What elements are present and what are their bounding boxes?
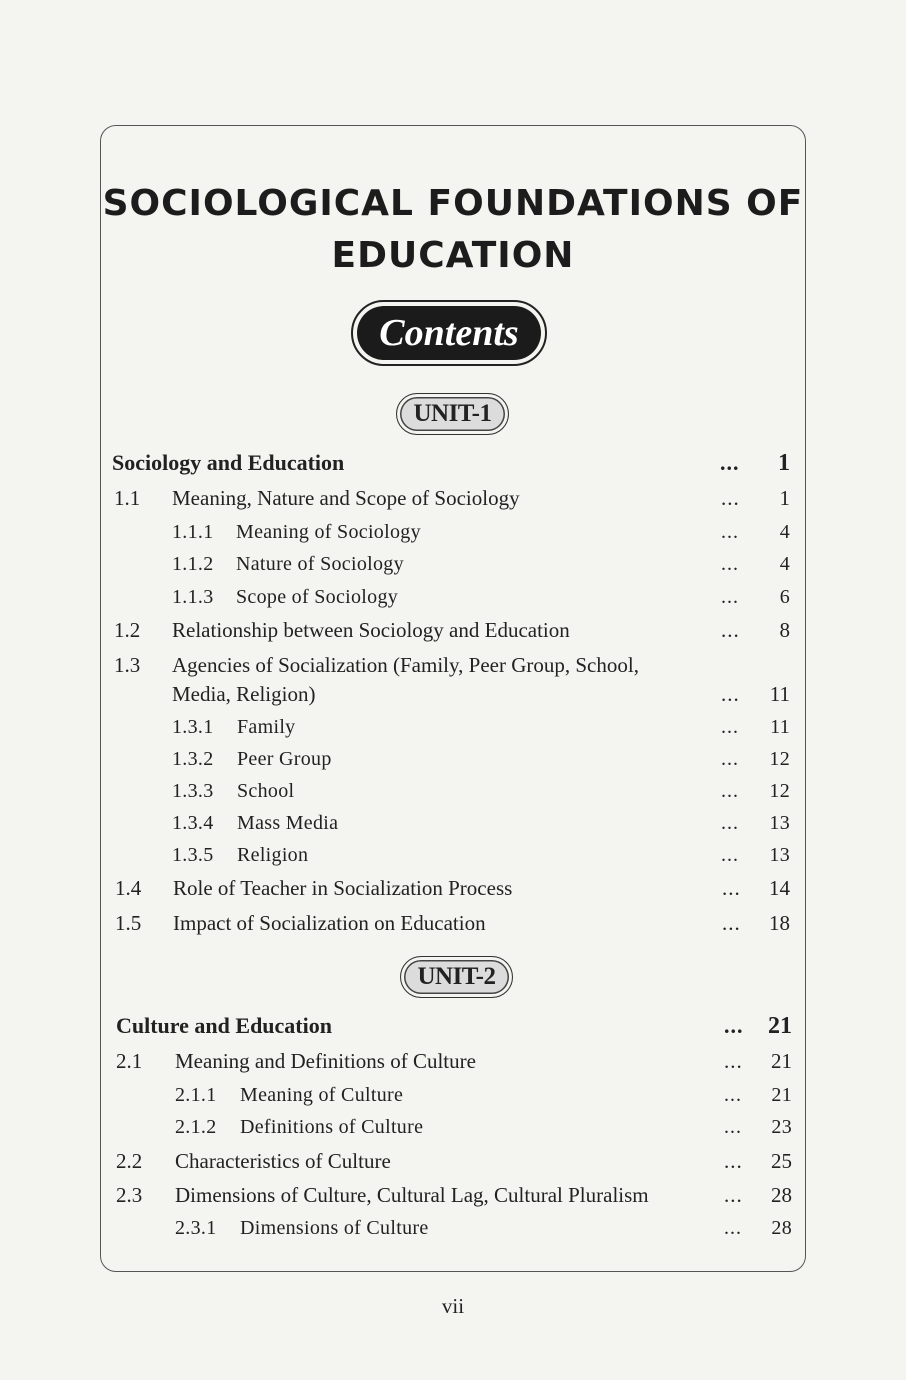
toc-dots: ...: [721, 716, 739, 738]
toc-number: 1.1.3: [172, 586, 214, 608]
toc-page: 23: [771, 1116, 792, 1138]
toc-page: 21: [771, 1084, 792, 1106]
book-title: [100, 178, 806, 282]
toc-title: Dimensions of Culture, Cultural Lag, Cultural Pluralism: [175, 1183, 649, 1207]
toc-page: 13: [769, 844, 790, 866]
toc-dots: ...: [721, 780, 739, 802]
toc-page: 25: [771, 1149, 792, 1173]
toc-row[interactable]: [0, 650, 906, 680]
toc-row[interactable]: [0, 840, 906, 870]
toc-title: Religion: [237, 844, 309, 866]
toc-row[interactable]: [0, 582, 906, 612]
toc-page: 4: [779, 521, 790, 543]
toc-row-continuation[interactable]: [0, 679, 906, 709]
contents-badge: [351, 300, 547, 366]
toc-page: 21: [771, 1049, 792, 1073]
page-number: vii: [441, 1294, 465, 1318]
toc-row[interactable]: [0, 483, 906, 513]
toc-number: 1.1: [114, 486, 141, 510]
toc-page: 4: [779, 553, 790, 575]
toc-page: 14: [769, 876, 790, 900]
toc-title: Meaning of Culture: [240, 1084, 404, 1106]
toc-row[interactable]: [0, 1180, 906, 1210]
unit-1-badge: UNIT-1: [396, 393, 509, 435]
toc-title: School: [237, 780, 295, 802]
toc-title: Dimensions of Culture: [240, 1217, 429, 1239]
toc-title: Characteristics of Culture: [175, 1149, 391, 1173]
toc-page: 21: [768, 1013, 792, 1039]
toc-dots: ...: [724, 1183, 743, 1207]
toc-page: 11: [769, 682, 790, 706]
toc-dots: ...: [721, 586, 739, 608]
toc-page: 1: [778, 450, 790, 476]
toc-title: Sociology and Education: [112, 450, 345, 475]
toc-dots: ...: [724, 1116, 742, 1138]
toc-title: Impact of Socialization on Education: [173, 911, 486, 935]
toc-page: 12: [769, 748, 790, 770]
toc-title: Family: [237, 716, 296, 738]
toc-number: 1.3.3: [172, 780, 214, 802]
toc-number: 2.3: [116, 1183, 143, 1207]
toc-page: 28: [771, 1183, 792, 1207]
toc-number: 2.1.1: [175, 1084, 217, 1106]
toc-row[interactable]: [0, 873, 906, 903]
toc-dots: ...: [722, 911, 741, 935]
toc-number: 2.2: [116, 1149, 143, 1173]
toc-number: 2.1: [116, 1049, 143, 1073]
toc-number: 1.3.1: [172, 716, 214, 738]
toc-number: 1.5: [115, 911, 142, 935]
toc-page: 28: [771, 1217, 792, 1239]
toc-page: 12: [769, 780, 790, 802]
toc-number: 1.1.1: [172, 521, 214, 543]
toc-number: 1.3.5: [172, 844, 214, 866]
toc-page: 13: [769, 812, 790, 834]
toc-title: Role of Teacher in Socialization Process: [173, 876, 513, 900]
toc-page: 1: [779, 486, 790, 510]
toc-dots: ...: [721, 553, 739, 575]
toc-row[interactable]: [0, 549, 906, 579]
toc-title: Meaning of Sociology: [236, 521, 421, 543]
toc-title: Media, Religion): [172, 682, 316, 706]
toc-dots: ...: [720, 450, 740, 475]
toc-row[interactable]: [0, 1112, 906, 1142]
toc-dots: ...: [721, 521, 739, 543]
toc-dots: ...: [724, 1217, 742, 1239]
contents-label: Contents: [357, 306, 541, 360]
toc-title: Mass Media: [237, 812, 339, 834]
toc-page: 18: [769, 911, 790, 935]
toc-title: Peer Group: [237, 748, 332, 770]
toc-title: Meaning and Definitions of Culture: [175, 1049, 476, 1073]
toc-title: Culture and Education: [116, 1013, 332, 1038]
unit-2-heading-row[interactable]: [0, 1011, 906, 1041]
toc-dots: ...: [724, 1149, 743, 1173]
toc-row[interactable]: [0, 908, 906, 938]
toc-page: 6: [779, 586, 790, 608]
toc-row[interactable]: [0, 744, 906, 774]
toc-title: Meaning, Nature and Scope of Sociology: [172, 486, 520, 510]
unit-1-heading-row[interactable]: [0, 448, 906, 478]
toc-row[interactable]: [0, 1213, 906, 1243]
toc-number: 2.1.2: [175, 1116, 217, 1138]
toc-row[interactable]: [0, 615, 906, 645]
toc-row[interactable]: [0, 1046, 906, 1076]
toc-number: 1.4: [115, 876, 142, 900]
toc-number: 1.2: [114, 618, 141, 642]
toc-page: 11: [770, 716, 790, 738]
toc-dots: ...: [721, 748, 739, 770]
toc-number: 1.1.2: [172, 553, 214, 575]
toc-number: 2.3.1: [175, 1217, 217, 1239]
toc-row[interactable]: [0, 712, 906, 742]
toc-title: Agencies of Socialization (Family, Peer Group, School,: [172, 653, 639, 677]
toc-title: Definitions of Culture: [240, 1116, 424, 1138]
toc-number: 1.3: [114, 653, 141, 677]
toc-row[interactable]: [0, 1146, 906, 1176]
toc-number: 1.3.4: [172, 812, 214, 834]
toc-dots: ...: [724, 1049, 743, 1073]
book-title-line2: EDUCATION: [331, 235, 575, 276]
toc-title: Scope of Sociology: [236, 586, 399, 608]
toc-title: Nature of Sociology: [236, 553, 404, 575]
toc-dots: ...: [721, 618, 740, 642]
toc-row[interactable]: [0, 517, 906, 547]
unit-2-badge: UNIT-2: [400, 956, 513, 998]
toc-dots: ...: [722, 876, 741, 900]
toc-dots: ...: [721, 486, 740, 510]
toc-row[interactable]: [0, 776, 906, 806]
toc-row[interactable]: [0, 1080, 906, 1110]
book-title-line1: SOCIOLOGICAL FOUNDATIONS OF: [102, 183, 804, 224]
toc-dots: ...: [721, 812, 739, 834]
toc-title: Relationship between Sociology and Education: [172, 618, 570, 642]
toc-number: 1.3.2: [172, 748, 214, 770]
toc-dots: ...: [724, 1084, 742, 1106]
toc-row[interactable]: [0, 808, 906, 838]
toc-dots: ...: [721, 844, 739, 866]
toc-page: 8: [779, 618, 790, 642]
toc-dots: ...: [724, 1013, 744, 1038]
toc-dots: ...: [721, 682, 740, 706]
